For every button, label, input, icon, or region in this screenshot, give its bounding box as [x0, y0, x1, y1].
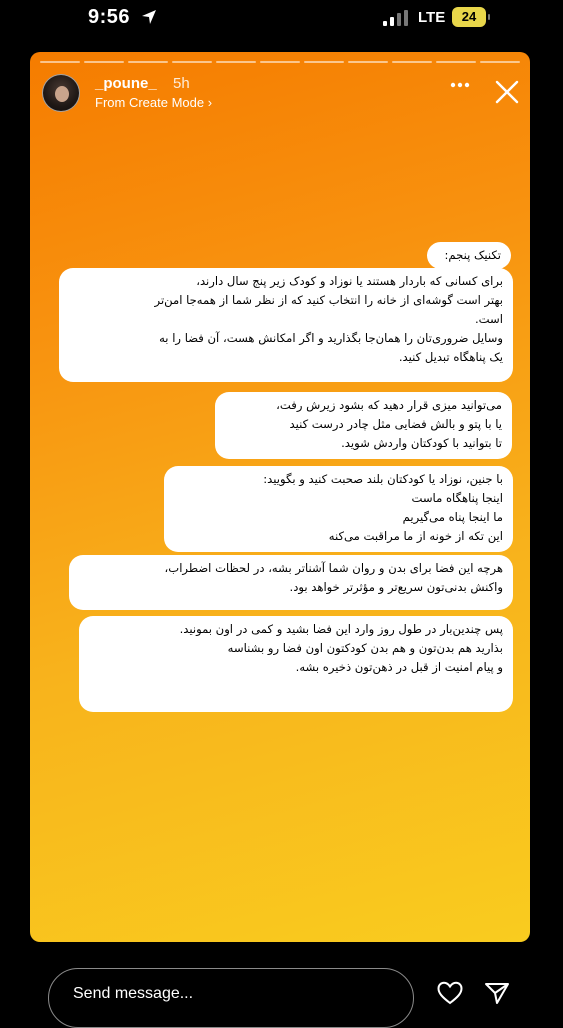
heart-icon[interactable]	[437, 981, 463, 1005]
story-text-block	[79, 616, 513, 712]
story-progress-segment	[392, 61, 432, 63]
story-progress-segment	[480, 61, 520, 63]
send-message-input[interactable]	[48, 968, 414, 1028]
cellular-signal-icon	[383, 10, 409, 26]
location-arrow-icon	[141, 9, 157, 25]
story-text-block	[69, 555, 513, 610]
status-time: 9:56	[88, 6, 131, 28]
story-username[interactable]: _poune_	[95, 75, 157, 92]
story-text-line: یا با پتو و بالش فضایی مثل چادر درست کنید	[289, 417, 502, 431]
paper-plane-icon[interactable]	[484, 981, 510, 1005]
story-progress-segment	[260, 61, 300, 63]
story-text-line: این تکه از خونه از ما مراقبت می‌کنه	[328, 529, 503, 543]
send-message-placeholder: Send message...	[73, 985, 194, 1002]
story-text-line: اینجا پناهگاه ماست	[411, 491, 503, 505]
story-text-line: برای کسانی که باردار هستند یا نوزاد و کودک زیر پنج سال دارند،	[196, 274, 503, 288]
network-label: LTE	[418, 9, 446, 26]
story-text-line: ما اینجا پناه می‌گیریم	[402, 510, 503, 524]
story-progress-segment	[128, 61, 168, 63]
avatar[interactable]	[42, 74, 80, 112]
story-text-line: بهتر است گوشه‌ای از خانه را انتخاب کنید که از نظر شما از همه‌جا امن‌تر	[154, 293, 503, 307]
story-text-block	[59, 268, 513, 382]
story-progress-bar	[40, 61, 520, 63]
story-text-block	[215, 392, 512, 459]
story-text-block	[427, 242, 511, 269]
status-bar	[0, 0, 563, 40]
story-text-line: تکنیک پنجم:	[444, 248, 501, 262]
story-text-line: بذارید هم بدن‌تون و هم بدن کودکتون اون فضا رو بشناسه	[227, 641, 503, 655]
story-card[interactable]	[30, 52, 530, 942]
story-progress-segment	[40, 61, 80, 63]
story-text-line: است.	[474, 312, 503, 326]
story-text-line: و پیام امنیت از قبل در ذهن‌تون ذخیره بشه.	[295, 660, 503, 674]
story-time-ago: 5h	[173, 75, 190, 92]
story-progress-segment	[436, 61, 476, 63]
story-text-line: واکنش بدنی‌تون سریع‌تر و مؤثرتر خواهد بود.	[289, 580, 503, 594]
story-text-line: می‌توانید میزی قرار دهید که بشود زیرش رفت،	[276, 398, 502, 412]
story-text-line: وسایل ضروری‌تان را همان‌جا بگذارید و اگر امکانش هست، آن فضا را به	[159, 331, 503, 345]
story-progress-segment	[304, 61, 344, 63]
battery-indicator: 24	[452, 7, 486, 27]
story-text-line: یک پناهگاه تبدیل کنید.	[398, 350, 503, 364]
story-progress-segment	[172, 61, 212, 63]
story-text-line: هرچه این فضا برای بدن و روان شما آشناتر بشه، در لحظات اضطراب،	[164, 561, 503, 575]
story-text-line: پس چندین‌بار در طول روز وارد این فضا بشید و کمی در اون بمونید.	[179, 622, 503, 636]
create-mode-link[interactable]: From Create Mode ›	[95, 95, 213, 110]
story-text-block	[164, 466, 513, 552]
story-progress-segment	[348, 61, 388, 63]
story-progress-segment	[216, 61, 256, 63]
more-dots-icon[interactable]	[450, 82, 470, 88]
story-progress-segment	[84, 61, 124, 63]
close-icon[interactable]	[495, 80, 519, 104]
story-text-line: با جنین، نوزاد یا کودکتان بلند صحبت کنید و بگویید:	[263, 472, 503, 486]
story-text-line: تا بتوانید با کودکتان واردش شوید.	[341, 436, 502, 450]
